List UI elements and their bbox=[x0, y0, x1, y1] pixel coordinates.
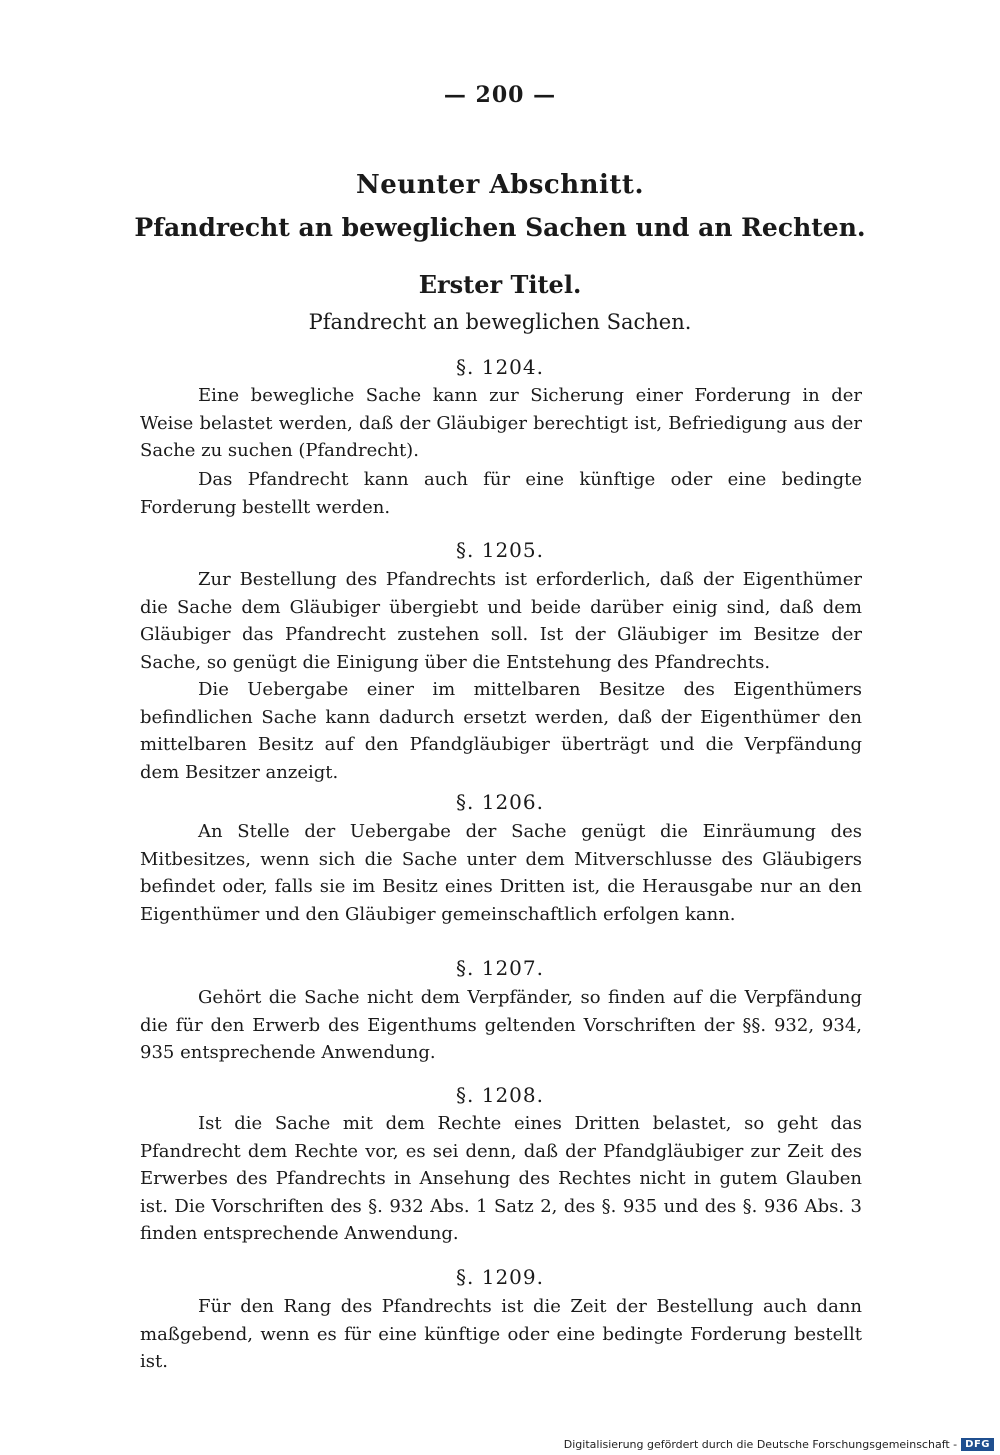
chapter-title: Pfandrecht an beweglichen Sachen und an Rechten. bbox=[134, 213, 866, 242]
title-heading: Erster Titel. bbox=[418, 270, 582, 299]
section-1207-paragraph-1: Gehört die Sache nicht dem Verpfänder, so finden auf die Verpfändung die für den Erwerb des Eigenthums geltenden Vorschriften der §§. 932, 934, 935 entsprechende Anwendung. bbox=[140, 987, 862, 1063]
section-number-1208: §. 1208. bbox=[456, 1083, 544, 1107]
section-number-1209: §. 1209. bbox=[456, 1265, 544, 1289]
title-subheading: Pfandrecht an beweglichen Sachen. bbox=[308, 310, 692, 334]
section-number-1206: §. 1206. bbox=[456, 790, 544, 814]
section-number-1207: §. 1207. bbox=[456, 956, 544, 980]
section-1209-paragraph-1: Für den Rang des Pfandrechts ist die Zeit der Bestellung auch dann maßgebend, wenn es für eine künftige oder eine bedingte Forderung bestellt ist. bbox=[140, 1296, 862, 1372]
section-number-1205: §. 1205. bbox=[456, 538, 544, 562]
section-1205-paragraph-2: Die Uebergabe einer im mittelbaren Besitze des Eigenthümers befindlichen Sache kann dadurch ersetzt werden, daß der Eigenthümer den mittelbaren Besitz auf den Pfandgläubiger überträgt und die Verpfändung dem Besitzer anzeigt. bbox=[140, 679, 862, 783]
chapter-heading: Neunter Abschnitt. bbox=[356, 170, 644, 200]
section-number-1204: §. 1204. bbox=[456, 355, 544, 379]
section-1206-paragraph-1: An Stelle der Uebergabe der Sache genügt die Einräumung des Mitbesitzes, wenn sich die Sache unter dem Mitverschlusse des Gläubigers befindet oder, falls sie im Besitz eines Dritten ist, die Herausgabe nur an den Eigenthümer und den Gläubiger gemeinschaftlich erfolgen kann. bbox=[140, 821, 862, 925]
section-1204-paragraph-1: Eine bewegliche Sache kann zur Sicherung einer Forderung in der Weise belastet werden, daß der Gläubiger berechtigt ist, Befriedigung aus der Sache zu suchen (Pfandrecht). bbox=[140, 385, 862, 461]
footer-text: Digitalisierung gefördert durch die Deutsche Forschungsgemeinschaft - bbox=[563, 1438, 958, 1451]
section-1205-paragraph-1: Zur Bestellung des Pfandrechts ist erforderlich, daß der Eigenthümer die Sache dem Gläubiger übergiebt und beide darüber einig sind, daß dem Gläubiger das Pfandrecht zustehen soll. Ist der Gläubiger im Besitze der Sache, so genügt die Einigung über die Entstehung des Pfandrechts. bbox=[140, 569, 862, 673]
section-1208-paragraph-1: Ist die Sache mit dem Rechte eines Dritten belastet, so geht das Pfandrecht dem Rechte vor, es sei denn, daß der Pfandgläubiger zur Zeit des Erwerbes des Pfandrechts in Ansehung des Rechtes nicht in gutem Glauben ist. Die Vorschriften des §. 932 Abs. 1 Satz 2, des §. 935 und des §. 936 Abs. 3 finden entsprechende Anwendung. bbox=[140, 1113, 862, 1244]
dfg-logo: DFG bbox=[961, 1438, 994, 1451]
page-number: — 200 — bbox=[443, 82, 557, 108]
section-1204-paragraph-2: Das Pfandrecht kann auch für eine künftige oder eine bedingte Forderung bestellt werden. bbox=[140, 469, 862, 518]
digitization-footer bbox=[564, 1438, 994, 1451]
